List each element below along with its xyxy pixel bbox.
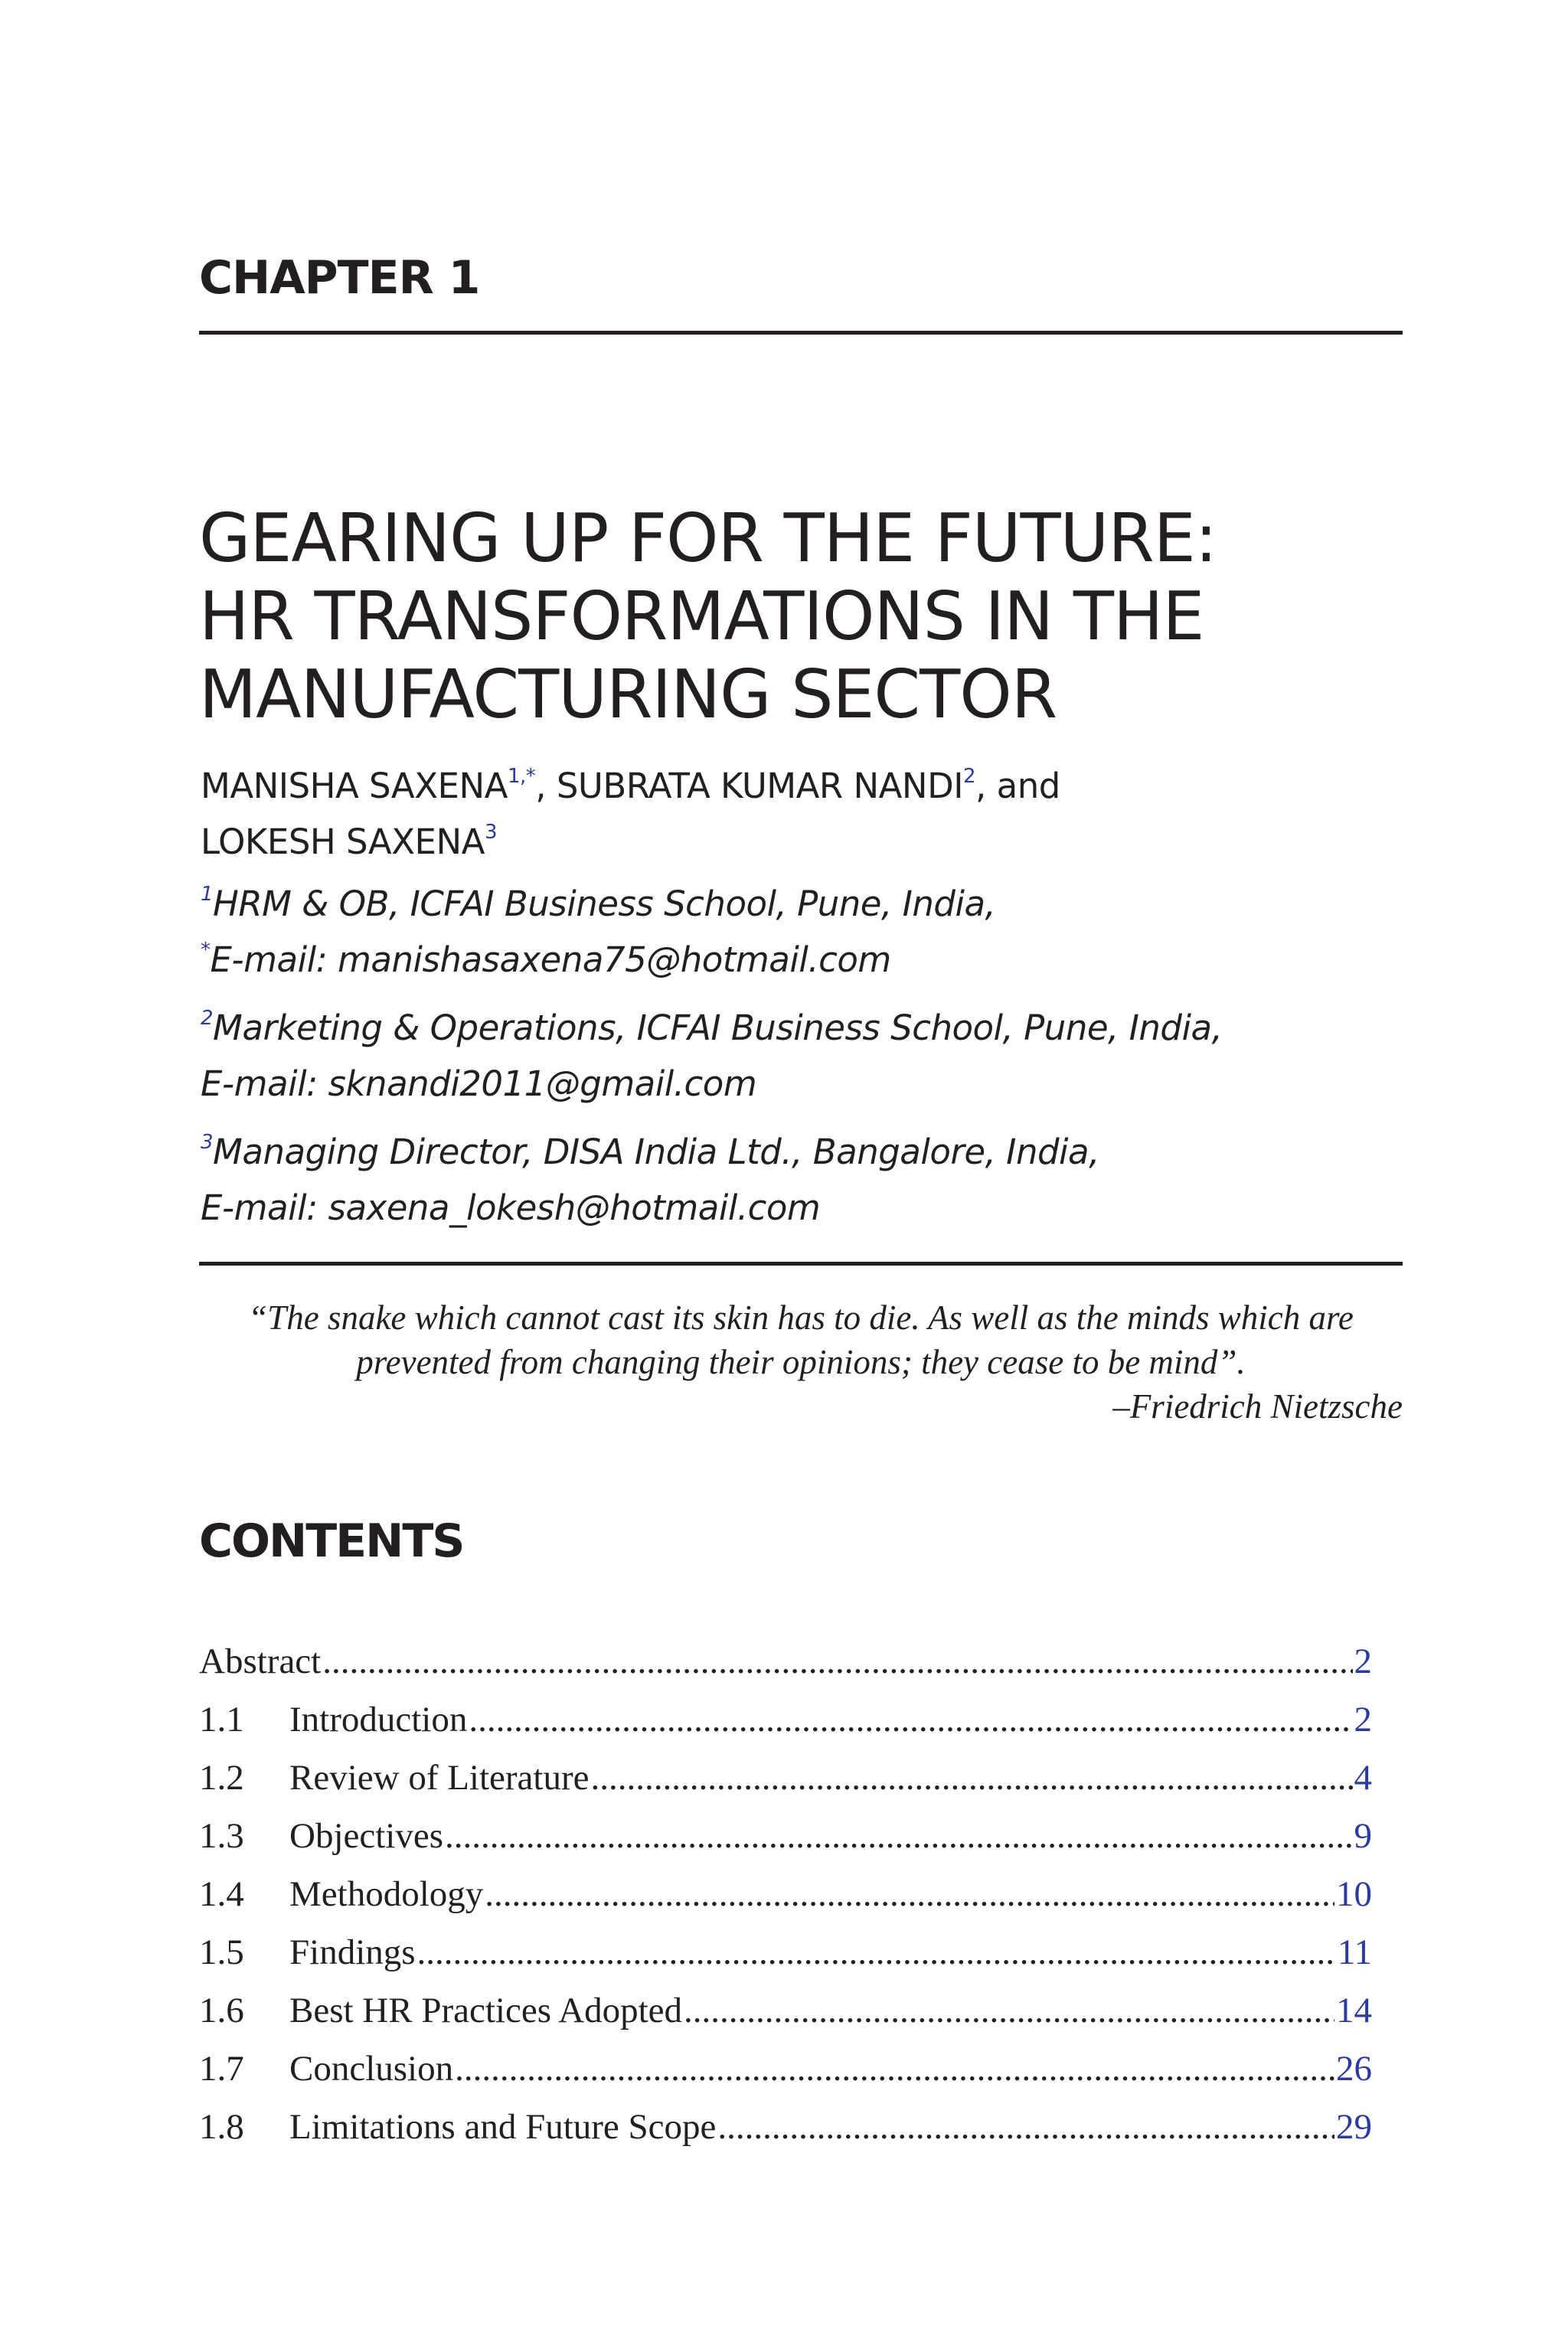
toc-number: 1.1 [199,1700,244,1740]
section-divider [199,1262,1403,1266]
toc-page-link[interactable]: 26 [1336,2049,1372,2089]
affiliation-text [201,1003,1403,1059]
author-separator: , [535,766,557,806]
affiliation-text [201,1127,1403,1183]
toc-dot-leader [455,2048,1334,2089]
toc-entry-methodology[interactable] [199,1873,1372,1932]
toc-dot-leader [417,1932,1336,1973]
chapter-label: CHAPTER 1 [199,251,480,305]
top-divider [199,331,1403,335]
toc-page-link[interactable]: 4 [1354,1758,1372,1798]
affiliation-text [201,879,1403,935]
toc-page-link[interactable]: 2 [1354,1642,1372,1681]
toc-label: Conclusion [289,2049,454,2089]
toc-number: 1.8 [199,2107,244,2147]
toc-label: Abstract [199,1642,322,1681]
toc-label: Review of Literature [289,1758,590,1798]
toc-dot-leader [469,1699,1352,1740]
email-text: E-mail: manishasaxena75@hotmail.com [210,939,891,980]
toc-entry-limitations[interactable] [199,2106,1372,2164]
toc-page-link[interactable]: 9 [1354,1816,1372,1856]
email-text: E-mail: saxena_lokesh@hotmail.com [201,1187,821,1228]
author-name: LOKESH SAXENA [201,822,485,862]
toc-dot-leader [717,2106,1334,2148]
toc-dot-leader [684,1990,1334,2031]
epigraph-quote [199,1295,1403,1429]
toc-dot-leader [485,1873,1334,1915]
toc-entry-review-of-literature[interactable] [199,1757,1372,1815]
footnote-link[interactable]: 3 [484,821,497,844]
toc-dot-leader [445,1815,1353,1857]
quote-line-1: “The snake which cannot cast its skin has to die. As well as the minds which are [248,1298,1354,1337]
author-list [201,761,1395,873]
title-line-1: GEARING UP FOR THE FUTURE: [199,499,1217,577]
toc-page-link[interactable]: 11 [1337,1932,1372,1972]
footnote-link[interactable]: 1,* [507,765,536,788]
toc-label: Limitations and Future Scope [289,2107,717,2147]
toc-number: 1.6 [199,1991,244,2030]
title-line-2: HR TRANSFORMATIONS IN THE [199,577,1204,655]
affiliation-mark: 1 [201,883,214,906]
toc-label: Methodology [289,1874,484,1914]
affiliation-name: Managing Director, DISA India Ltd., Bangalore, India, [213,1132,1099,1172]
toc-dot-leader [591,1757,1353,1798]
toc-entry-abstract[interactable] [199,1641,1372,1699]
author-separator: , and [975,766,1060,806]
author-name: SUBRATA KUMAR NANDI [556,766,963,806]
toc-label: Best HR Practices Adopted [289,1991,683,2030]
affiliation-name: Marketing & Operations, ICFAI Business School, Pune, India, [213,1008,1223,1048]
toc-number: 1.3 [199,1816,244,1856]
toc-label: Introduction [289,1700,468,1740]
footnote-link[interactable]: 2 [963,765,976,788]
toc-entry-objectives[interactable] [199,1815,1372,1873]
title-line-3: MANUFACTURING SECTOR [199,655,1057,733]
contents-heading: CONTENTS [199,1514,464,1568]
email-mark: * [201,939,211,962]
affiliation-name: HRM & OB, ICFAI Business School, Pune, India, [213,884,996,924]
affiliation-2 [201,1003,1403,1109]
toc-page-link[interactable]: 2 [1354,1700,1372,1740]
toc-number: 1.4 [199,1874,244,1914]
toc-entry-conclusion[interactable] [199,2048,1372,2106]
author-line-1 [201,761,1395,817]
toc-page-link[interactable]: 14 [1336,1991,1372,2030]
table-of-contents [199,1641,1372,2164]
email-text: E-mail: sknandi2011@gmail.com [201,1063,757,1104]
quote-attribution: –Friedrich Nietzsche [1112,1387,1403,1426]
toc-number: 1.7 [199,2049,244,2089]
affiliation-email [201,935,1403,991]
affiliation-1 [201,879,1403,991]
affiliation-3 [201,1127,1403,1233]
toc-page-link[interactable]: 29 [1336,2107,1372,2147]
affiliation-email [201,1059,1403,1109]
affiliation-mark: 2 [201,1007,214,1030]
quote-line-2: prevented from changing their opinions; they cease to be mind”. [356,1343,1246,1381]
affiliation-mark: 3 [201,1131,214,1154]
toc-number: 1.5 [199,1932,244,1972]
author-name: MANISHA SAXENA [201,766,508,806]
toc-entry-best-hr-practices[interactable] [199,1990,1372,2048]
author-line-2 [201,817,1395,873]
toc-page-link[interactable]: 10 [1336,1874,1372,1914]
toc-number: 1.2 [199,1758,244,1798]
chapter-title [199,499,1409,733]
affiliation-email [201,1183,1403,1233]
toc-entry-introduction[interactable] [199,1699,1372,1757]
toc-label: Findings [289,1932,416,1972]
toc-label: Objectives [289,1816,443,1856]
toc-dot-leader [322,1641,1352,1682]
toc-entry-findings[interactable] [199,1932,1372,1990]
